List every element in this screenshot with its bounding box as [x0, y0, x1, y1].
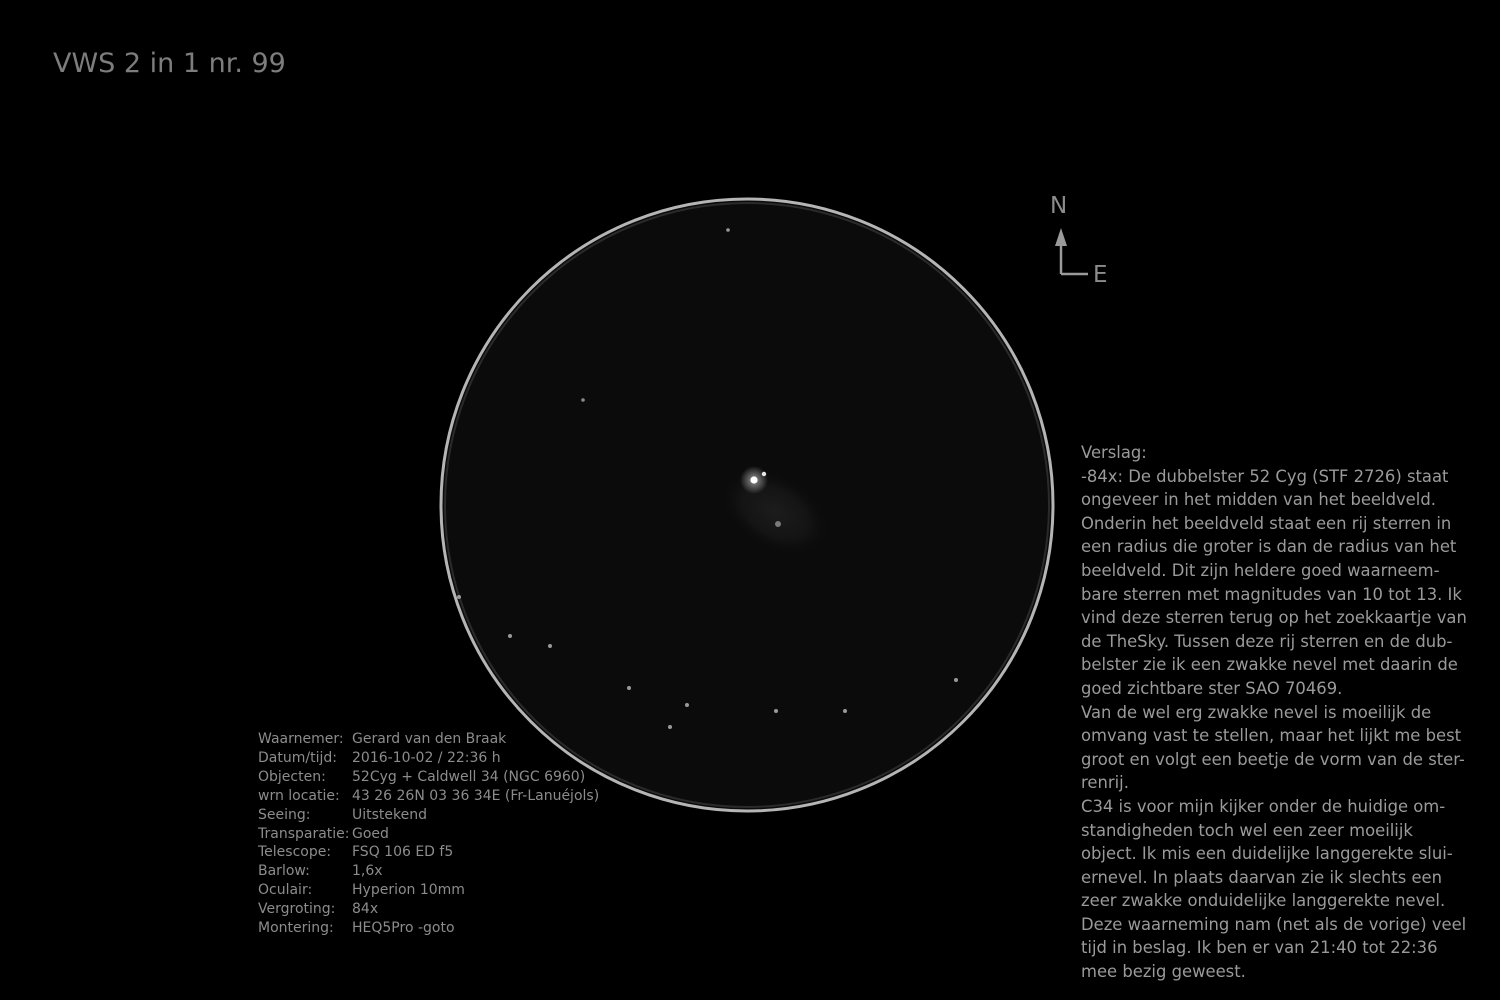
- star-52-cyg-companion: [762, 472, 766, 476]
- observation-row: [258, 862, 599, 881]
- observation-value: 2016-10-02 / 22:36 h: [352, 749, 501, 766]
- report-line: Onderin het beeldveld staat een rij sterren in: [1081, 513, 1452, 533]
- star-sao-70469: [775, 521, 781, 527]
- observation-value: FSQ 106 ED f5: [352, 844, 454, 861]
- report-line: beeldveld. Dit zijn heldere goed waarneem-: [1081, 560, 1440, 580]
- report-line: Van de wel erg zwakke nevel is moeilijk de: [1081, 702, 1432, 722]
- observation-row: [258, 843, 599, 862]
- report-line: -84x: De dubbelster 52 Cyg (STF 2726) staat: [1081, 466, 1449, 486]
- observation-value: 1,6x: [352, 863, 383, 880]
- observation-label: wrn locatie:: [258, 787, 340, 804]
- observation-label: Montering:: [258, 920, 334, 937]
- star: [843, 709, 847, 713]
- observation-label: Seeing:: [258, 806, 311, 823]
- star: [726, 228, 730, 232]
- star: [954, 678, 958, 682]
- star: [457, 595, 461, 599]
- observation-row: [258, 730, 599, 749]
- report-line: goed zichtbare ster SAO 70469.: [1081, 678, 1343, 698]
- observation-value: 43 26 26N 03 36 34E (Fr-Lanuéjols): [352, 787, 600, 804]
- star-52-cyg-primary: [750, 476, 757, 483]
- observation-row: [258, 825, 599, 844]
- star: [581, 398, 585, 402]
- star: [685, 703, 689, 707]
- report-line: mee bezig geweest.: [1081, 962, 1246, 982]
- star: [548, 644, 552, 648]
- report-line: tijd in beslag. Ik ben er van 21:40 tot 22:36: [1081, 938, 1438, 958]
- observation-label: Telescope:: [258, 844, 332, 861]
- report-line: groot en volgt een beetje de vorm van de ster-: [1081, 749, 1465, 769]
- observation-value: Uitstekend: [352, 806, 428, 823]
- report-line: een radius die groter is dan de radius van het: [1081, 537, 1457, 557]
- observation-row: [258, 749, 599, 768]
- report-line: Deze waarneming nam (net als de vorige) veel: [1081, 914, 1467, 934]
- report-line: omvang vast te stellen, maar het lijkt me best: [1081, 726, 1462, 746]
- star: [508, 634, 512, 638]
- observation-row: [258, 900, 599, 919]
- report-line: ernevel. In plaats daarvan zie ik slechts een: [1081, 867, 1443, 887]
- observation-row: [258, 881, 599, 900]
- report-heading: Verslag:: [1081, 443, 1147, 462]
- observation-label: Objecten:: [258, 768, 326, 785]
- report-line: de TheSky. Tussen deze rij sterren en de dub-: [1081, 631, 1453, 651]
- observation-label: Barlow:: [258, 863, 310, 880]
- report-line: zeer zwakke onduidelijke langgerekte nevel.: [1081, 891, 1446, 911]
- observation-label: Datum/tijd:: [258, 749, 337, 766]
- observation-row: [258, 768, 599, 787]
- star: [627, 686, 631, 690]
- observation-label: Waarnemer:: [258, 731, 344, 747]
- report-line: bare sterren met magnitudes van 10 tot 13. Ik: [1081, 584, 1462, 604]
- sketch-title: VWS 2 in 1 nr. 99: [53, 48, 286, 79]
- report-line: object. Ik mis een duidelijke langgerekte slui-: [1081, 844, 1453, 864]
- observation-value: Goed: [352, 825, 389, 842]
- observation-value: Gerard van den Braak: [352, 731, 507, 747]
- report-line: ongeveer in het midden van het beeldveld.: [1081, 490, 1436, 510]
- observation-report: [1081, 441, 1473, 984]
- star: [774, 709, 778, 713]
- compass-east-label: E: [1093, 262, 1108, 288]
- observation-value: Hyperion 10mm: [352, 882, 465, 899]
- observation-row: [258, 787, 599, 806]
- observation-row: [258, 806, 599, 825]
- report-line: renrij.: [1081, 773, 1129, 793]
- observation-value: 52Cyg + Caldwell 34 (NGC 6960): [352, 768, 586, 785]
- compass-north-label: N: [1050, 193, 1068, 219]
- report-line: standigheden toch wel een zeer moeilijk: [1081, 820, 1413, 840]
- report-line: C34 is voor mijn kijker onder de huidige om-: [1081, 796, 1446, 816]
- compass-arrow-icon: [1055, 228, 1088, 274]
- observation-details: [258, 730, 599, 938]
- observation-label: Transparatie:: [258, 825, 350, 842]
- observation-value: 84x: [352, 901, 379, 918]
- observation-label: Vergroting:: [258, 901, 336, 918]
- report-line: vind deze sterren terug op het zoekkaartje van: [1081, 608, 1467, 628]
- observation-row: [258, 919, 599, 938]
- report-line: belster zie ik een zwakke nevel met daarin de: [1081, 655, 1458, 675]
- observation-value: HEQ5Pro -goto: [352, 920, 455, 937]
- observation-label: Oculair:: [258, 882, 313, 899]
- star: [668, 725, 672, 729]
